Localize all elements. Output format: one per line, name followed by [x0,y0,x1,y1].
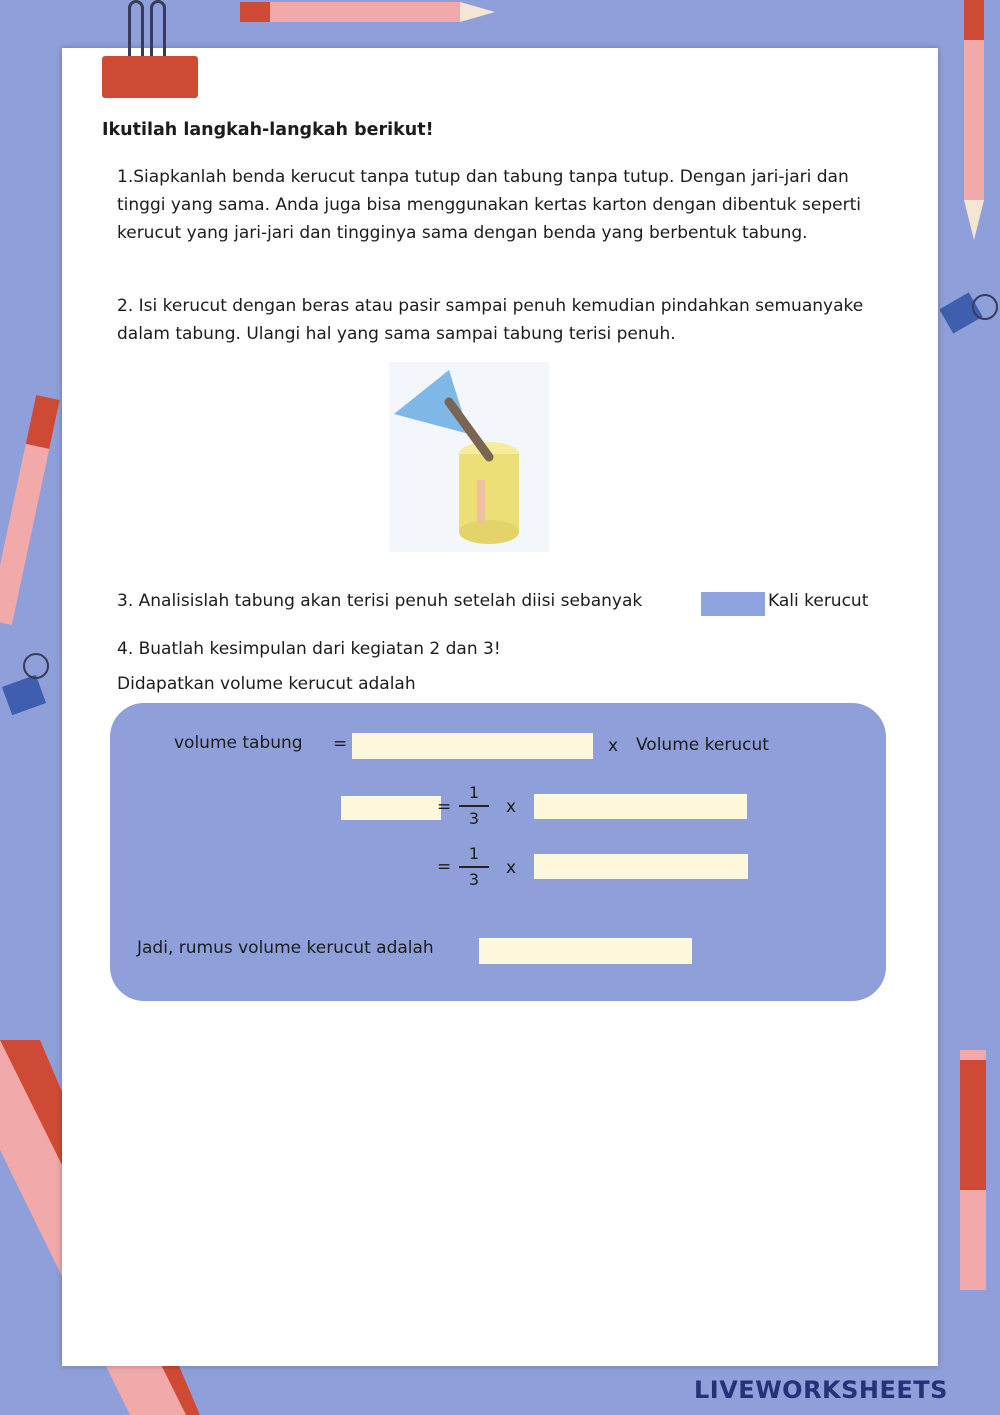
binder-clip-right-icon [940,285,1000,345]
final-formula-input[interactable] [479,938,692,964]
intro-text: Didapatkan volume kerucut adalah [117,674,416,694]
conclusion-text: Jadi, rumus volume kerucut adalah [137,938,434,958]
equals-sign-line3: = [437,857,452,877]
step-2-text: 2. Isi kerucut dengan beras atau pasir sampai penuh kemudian pindahkan semuanyake dalam tabung. Ulangi hal yang sama sampai tabung terisi penuh. [117,296,864,344]
fraction-denominator: 3 [468,808,480,828]
pencil-left-decoration [0,395,60,655]
pencil-right-decoration [958,0,990,250]
line2-left-input[interactable] [341,796,441,820]
pencil-right-lower-decoration [950,1050,1000,1330]
step-1-text: 1.Siapkanlah benda kerucut tanpa tutup dan tabung tanpa tutup. Dengan jari-jari dan tinggi yang sama. Anda juga bisa menggunakan kertas karton dengan dibentuk seperti kerucut yang jari-jari dan tingginya sama dengan benda yang berbentuk tabung. [117,167,861,243]
volume-kerucut-label: Volume kerucut [636,735,769,755]
liveworksheets-logo: LIVEWORKSHEETS [694,1376,948,1404]
pencil-top-decoration [240,0,500,30]
fraction-numerator: 1 [468,844,480,863]
volume-tabung-label: volume tabung [174,733,303,753]
line3-right-input[interactable] [534,854,748,879]
one-third-fraction [455,783,493,829]
step-4-text: 4. Buatlah kesimpulan dari kegiatan 2 dan 3! [117,639,501,659]
fraction-bar [459,805,489,807]
binder-clip-top-icon [102,56,198,98]
times-sign: x [608,736,619,756]
fraction-bar [459,866,489,868]
fraction-denominator: 3 [468,869,480,889]
step-3-answer-input[interactable] [701,592,765,616]
times-sign-line2: x [506,797,517,817]
page-heading: Ikutilah langkah-langkah berikut! [102,120,434,140]
times-sign-line3: x [506,858,517,878]
fraction-numerator: 1 [468,783,480,802]
step-3-suffix-text: Kali kerucut [768,591,869,611]
step-3-text: 3. Analisislah tabung akan terisi penuh setelah diisi sebanyak [117,591,643,611]
binder-clip-left-icon [0,650,60,730]
one-third-fraction-line3 [455,844,493,890]
equals-sign-line2: = [437,797,452,817]
equals-sign: = [333,734,348,754]
volume-tabung-factor-input[interactable] [352,733,593,759]
cone-pouring-into-cylinder-illustration [389,362,549,552]
line2-right-input[interactable] [534,794,747,819]
